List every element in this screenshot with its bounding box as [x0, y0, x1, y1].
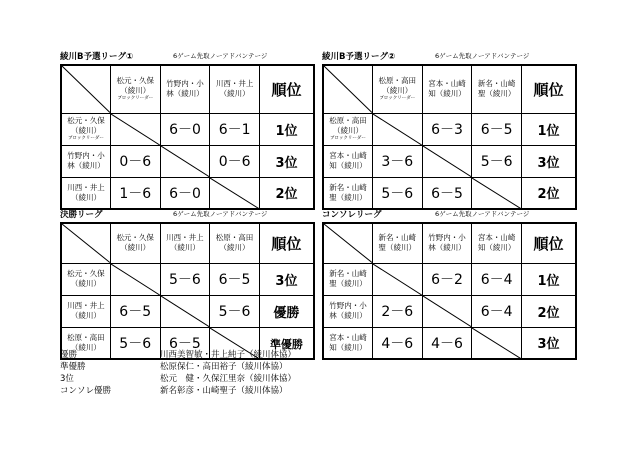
row-team: 新名・山崎 聖（綾川） — [329, 269, 367, 288]
rank-cell — [260, 177, 314, 209]
score-cell — [422, 177, 472, 209]
diagonal-slash — [111, 114, 160, 145]
rank-cell — [259, 295, 314, 327]
corner-cell — [61, 223, 110, 263]
rank-header-label: 順位 — [271, 234, 302, 253]
match-score: 6－0 — [169, 185, 201, 202]
match-score: 5－6 — [168, 272, 201, 288]
column-team: 宮本・山崎 知（綾川） — [428, 79, 466, 99]
diagonal-slash — [423, 296, 472, 327]
row-team: 宮本・山崎 知（綾川） — [329, 151, 367, 170]
self-cell — [110, 263, 160, 295]
league-rule: 6ゲーム先取ノーアドバンテージ — [173, 52, 268, 60]
row-team: 川西・井上 （綾川） — [67, 301, 105, 320]
score-cell — [160, 263, 210, 295]
result-value: 松原保仁・高田裕子（綾川体協） — [160, 362, 288, 372]
self-cell — [160, 145, 210, 177]
score-cell — [372, 295, 422, 327]
column-header — [210, 65, 260, 113]
self-cell — [372, 113, 422, 145]
match-score: 5－6 — [218, 304, 251, 320]
column-team: 松元・久保 （綾川） — [116, 76, 155, 96]
match-score: 0－6 — [119, 154, 152, 170]
rank-value: 1位 — [275, 123, 298, 139]
row-team: 竹野内・小 林（綾川） — [67, 151, 105, 170]
column-header — [422, 223, 472, 263]
team-row — [323, 145, 576, 177]
team-row — [323, 295, 576, 327]
score-cell — [210, 263, 260, 295]
rank-header — [522, 223, 576, 263]
team-row — [61, 145, 314, 177]
result-value: 川西美智敏・井上純子（綾川体協） — [160, 350, 297, 360]
score-cell — [422, 263, 472, 295]
column-header — [372, 65, 422, 113]
match-score: 4－6 — [431, 335, 463, 352]
match-score: 6－5 — [431, 185, 463, 202]
column-header — [472, 223, 522, 263]
league-header — [60, 208, 315, 222]
column-header — [110, 65, 160, 113]
rank-value: 1位 — [537, 273, 560, 289]
result-label: 3位 — [60, 374, 74, 384]
team-row — [61, 295, 314, 327]
score-cell — [160, 177, 210, 209]
rank-cell — [522, 113, 576, 145]
league-header — [322, 50, 577, 64]
row-team: 松原・高田 （綾川） — [329, 116, 367, 135]
league-title: 決勝リーグ — [60, 210, 103, 220]
row-header — [323, 113, 372, 145]
score-cell — [372, 177, 422, 209]
row-team: 竹野内・小 林（綾川） — [329, 301, 367, 320]
team-row — [61, 113, 314, 145]
match-score: 0－6 — [218, 154, 251, 170]
column-header — [110, 223, 160, 263]
column-team: 竹野内・小 林（綾川） — [166, 79, 204, 99]
self-cell — [372, 263, 422, 295]
rank-cell — [522, 145, 576, 177]
row-header — [61, 295, 110, 327]
league-rule: 6ゲーム先取ノーアドバンテージ — [173, 210, 268, 218]
column-header — [160, 223, 210, 263]
league-title: 綾川B予選リーグ② — [322, 52, 396, 62]
score-cell — [472, 263, 522, 295]
match-score: 6－5 — [480, 122, 513, 138]
row-team: 松原・高田 （綾川） — [67, 332, 105, 352]
match-score: 6－5 — [218, 272, 251, 288]
score-cell — [110, 327, 160, 359]
rank-value: 2位 — [275, 187, 298, 203]
score-cell — [110, 177, 160, 209]
row-header — [61, 145, 110, 177]
score-cell — [160, 113, 210, 145]
column-team: 新名・山崎 聖（綾川） — [378, 233, 417, 253]
team-row — [323, 177, 576, 209]
match-score: 6－0 — [169, 122, 201, 138]
self-cell — [472, 327, 522, 359]
match-score: 5－6 — [119, 335, 152, 352]
row-header — [323, 295, 372, 327]
match-score: 6－4 — [480, 272, 513, 288]
header-row — [61, 65, 314, 113]
score-cell — [210, 113, 260, 145]
score-cell — [110, 295, 160, 327]
rank-header-label: 順位 — [271, 80, 302, 99]
league-header — [60, 50, 315, 64]
row-header — [61, 263, 110, 295]
score-cell — [372, 327, 422, 359]
header-row — [61, 223, 314, 263]
result-value: 新名彰彦・山崎聖子（綾川体協） — [160, 386, 288, 396]
rank-header — [522, 65, 576, 113]
corner-cell — [61, 65, 110, 113]
column-team: 宮本・山崎 知（綾川） — [477, 233, 516, 253]
diagonal-slash — [161, 296, 210, 327]
self-cell — [472, 177, 522, 209]
result-value: 松元 健・久保江里奈（綾川体協） — [160, 374, 297, 384]
team-row — [61, 263, 314, 295]
match-score: 6－4 — [480, 304, 513, 320]
diagonal-slash — [373, 264, 422, 295]
score-cell — [210, 145, 260, 177]
rank-value: 3位 — [537, 155, 560, 171]
score-cell — [472, 145, 522, 177]
diagonal-slash — [210, 178, 259, 209]
self-cell — [210, 177, 260, 209]
rank-value: 2位 — [537, 187, 560, 203]
row-header — [61, 113, 110, 145]
diagonal-slash — [324, 66, 372, 113]
league-title: コンソレリーグ — [322, 210, 382, 220]
league-table — [322, 64, 577, 210]
column-sub: ブロックリーダー — [379, 96, 416, 102]
match-score: 4－6 — [381, 335, 414, 352]
diagonal-slash — [472, 328, 521, 359]
rank-value: 優勝 — [273, 305, 300, 321]
column-team: 竹野内・小 林（綾川） — [428, 233, 466, 253]
column-header — [210, 223, 260, 263]
rank-cell — [260, 113, 314, 145]
league-table — [322, 222, 577, 360]
score-cell — [210, 295, 260, 327]
league-rule: 6ゲーム先取ノーアドバンテージ — [435, 210, 530, 218]
diagonal-slash — [423, 146, 472, 177]
result-label: コンソレ優勝 — [60, 386, 112, 396]
team-row — [323, 327, 576, 359]
score-cell — [472, 113, 522, 145]
match-score: 5－6 — [480, 154, 513, 170]
self-cell — [422, 145, 472, 177]
rank-header-label: 順位 — [533, 80, 564, 99]
rank-cell — [522, 263, 576, 295]
diagonal-slash — [161, 146, 210, 177]
match-score: 1－6 — [119, 185, 152, 202]
league-header — [322, 208, 577, 222]
diagonal-slash — [324, 224, 372, 263]
self-cell — [110, 113, 160, 145]
column-team: 松元・久保 （綾川） — [116, 233, 154, 253]
row-header — [61, 177, 110, 209]
match-score: 3－6 — [381, 154, 414, 170]
column-header — [472, 65, 522, 113]
rank-value: 3位 — [275, 155, 298, 171]
team-row — [323, 263, 576, 295]
match-score: 5－6 — [381, 185, 414, 202]
diagonal-slash — [373, 114, 422, 145]
result-label: 優勝 — [60, 350, 78, 360]
column-sub: ブロックリーダー — [117, 96, 154, 102]
column-team: 川西・井上 （綾川） — [215, 79, 254, 99]
match-score: 6－5 — [168, 335, 201, 352]
rank-header — [260, 65, 314, 113]
diagonal-slash — [62, 224, 110, 263]
match-score: 6－2 — [431, 272, 463, 288]
row-header — [323, 327, 372, 359]
diagonal-slash — [111, 264, 160, 295]
column-team: 川西・井上 （綾川） — [166, 233, 204, 253]
self-cell — [422, 295, 472, 327]
score-cell — [110, 145, 160, 177]
header-row — [323, 65, 576, 113]
score-cell — [422, 113, 472, 145]
score-cell — [422, 327, 472, 359]
rank-value: 3位 — [537, 337, 560, 353]
rank-cell — [522, 327, 576, 359]
diagonal-slash — [472, 178, 521, 209]
rank-value: 2位 — [537, 305, 560, 321]
league-title: 綾川B予選リーグ① — [60, 52, 134, 62]
column-header — [160, 65, 210, 113]
row-sub: ブロックリーダー — [330, 136, 366, 141]
self-cell — [160, 295, 210, 327]
row-team: 松元・久保 （綾川） — [67, 269, 105, 288]
row-team: 新名・山崎 聖（綾川） — [329, 182, 367, 202]
result-label: 準優勝 — [60, 362, 86, 372]
column-header — [422, 65, 472, 113]
column-team: 松原・高田 （綾川） — [378, 76, 417, 96]
league-rule: 6ゲーム先取ノーアドバンテージ — [435, 52, 530, 60]
score-cell — [472, 295, 522, 327]
row-team: 宮本・山崎 知（綾川） — [329, 332, 367, 352]
league-table — [60, 222, 315, 360]
match-score: 6－1 — [218, 122, 251, 138]
column-header — [372, 223, 422, 263]
rank-value: 3位 — [275, 273, 298, 289]
rank-cell — [522, 177, 576, 209]
rank-header — [259, 223, 314, 263]
corner-cell — [323, 223, 372, 263]
header-row — [323, 223, 576, 263]
team-row — [323, 113, 576, 145]
team-row — [61, 177, 314, 209]
rank-cell — [259, 263, 314, 295]
rank-cell — [522, 295, 576, 327]
column-team: 新名・山崎 聖（綾川） — [477, 79, 516, 99]
match-score: 6－5 — [119, 304, 152, 320]
row-sub: ブロックリーダー — [68, 136, 104, 141]
rank-header-label: 順位 — [533, 234, 564, 253]
row-header — [323, 263, 372, 295]
league-table — [60, 64, 315, 210]
rank-value: 1位 — [537, 123, 560, 139]
match-score: 6－3 — [431, 122, 463, 138]
corner-cell — [323, 65, 372, 113]
rank-value: 準優勝 — [269, 338, 303, 352]
row-header — [323, 177, 372, 209]
row-team: 松元・久保 （綾川） — [67, 116, 105, 135]
diagonal-slash — [62, 66, 110, 113]
match-score: 2－6 — [381, 304, 414, 320]
column-team: 松原・高田 （綾川） — [215, 233, 254, 253]
row-team: 川西・井上 （綾川） — [67, 182, 105, 202]
rank-cell — [260, 145, 314, 177]
score-cell — [372, 145, 422, 177]
row-header — [323, 145, 372, 177]
